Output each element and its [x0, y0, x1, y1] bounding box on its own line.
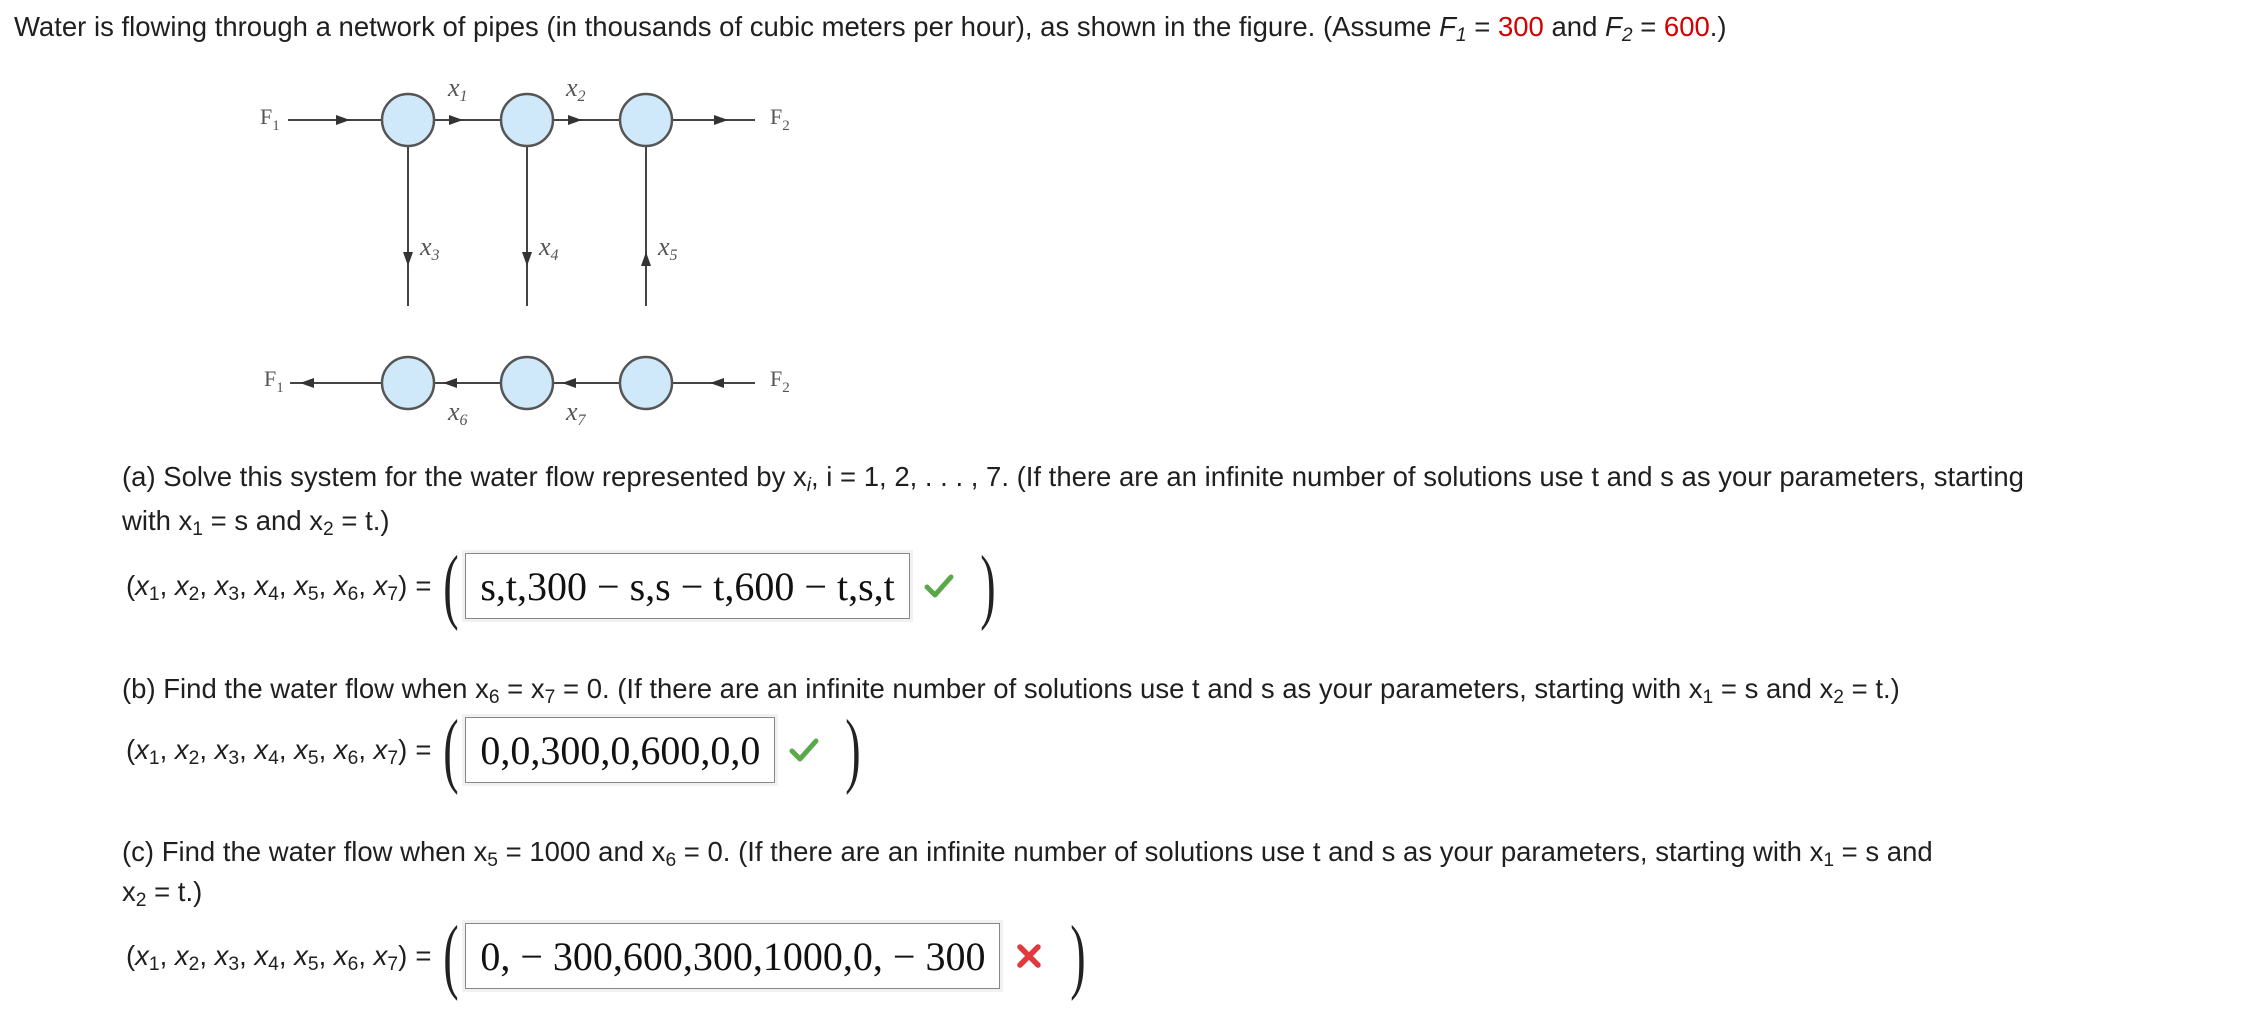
- part-b-question: (b) Find the water flow when $x_6 = x_7 = 0$. (If there are an infinite number of solutions use t and s as your parameters, starting with $x_1 = s$ and $x_2 = t$.): [122, 673, 1900, 708]
- label-x7: x7: [566, 397, 586, 428]
- node-top-1: [382, 94, 434, 146]
- pipe-network-figure: [250, 68, 810, 428]
- part-a-answer-row: ($x_1$, $x_2$, $x_3$, $x_4$, $x_5$, $x_6$, $x_7$) = ( s,t,300 − s,s − t,600 − t,s,t ): [126, 539, 996, 632]
- pipes: [288, 120, 755, 383]
- label-x1: x1: [448, 73, 468, 105]
- check-icon: [787, 733, 821, 767]
- cross-icon: [1012, 939, 1046, 973]
- label-x6: x6: [448, 397, 468, 428]
- part-a-question: (a) Solve this system for the water flow represented by $x_i$, i = 1, 2, . . . , 7. (If there are an infinite number of solutions use t and s as your parameters, starting with $x_1 = s$ and $x_2 = t$.): [122, 461, 2024, 540]
- label-f1-out: $F_1$: [264, 366, 284, 396]
- label-f2-in: $F_2$: [770, 366, 790, 396]
- node-bottom-2: [501, 357, 553, 409]
- tuple-label: ($x_1$, $x_2$, $x_3$, $x_4$, $x_5$, $x_6$, $x_7$): [126, 570, 408, 605]
- node-top-2: [501, 94, 553, 146]
- label-f1-in: $F_1$: [260, 104, 280, 134]
- tuple-label: ($x_1$, $x_2$, $x_3$, $x_4$, $x_5$, $x_6$, $x_7$): [126, 734, 408, 769]
- intro-text: Water is flowing through a network of pipes (in thousands of cubic meters per hour), as shown in the figure. (Assume: [14, 11, 1440, 42]
- part-c-question: (c) Find the water flow when $x_5 = 1000$ and $x_6 = 0$. (If there are an infinite number of solutions use t and s as your parameters, starting with $x_1 = s$ and $x_2 = t$.): [122, 836, 1933, 911]
- problem-statement: Water is flowing through a network of pipes (in thousands of cubic meters per hour), as shown in the figure. (Assume $F_1 = 300$ and $F_2 = 600$.): [14, 11, 1727, 46]
- node-bottom-3: [620, 357, 672, 409]
- node-top-3: [620, 94, 672, 146]
- f1-symbol: $F_1$: [1439, 11, 1467, 46]
- label-x2: x2: [566, 73, 586, 105]
- f2-symbol: $F_2$: [1605, 11, 1633, 46]
- label-x5: x5: [658, 232, 678, 264]
- f2-value: 600: [1663, 11, 1710, 42]
- part-c-answer-field[interactable]: 0, − 300,600,300,1000,0, − 300: [465, 923, 1000, 989]
- part-b-answer-field[interactable]: 0,0,300,0,600,0,0: [465, 717, 775, 783]
- part-c-answer-row: ($x_1$, $x_2$, $x_3$, $x_4$, $x_5$, $x_6$, $x_7$) = ( 0, − 300,600,300,1000,0, − 300 ): [126, 909, 1087, 1002]
- check-icon: [922, 569, 956, 603]
- part-a-answer-field[interactable]: s,t,300 − s,s − t,600 − t,s,t: [465, 553, 909, 619]
- tuple-label: ($x_1$, $x_2$, $x_3$, $x_4$, $x_5$, $x_6$, $x_7$): [126, 940, 408, 975]
- label-x3: x3: [420, 232, 440, 264]
- part-b-answer-row: ($x_1$, $x_2$, $x_3$, $x_4$, $x_5$, $x_6$, $x_7$) = ( 0,0,300,0,600,0,0 ): [126, 703, 862, 796]
- node-bottom-1: [382, 357, 434, 409]
- label-f2-out: $F_2$: [770, 104, 790, 134]
- f1-value: 300: [1497, 11, 1544, 42]
- label-x4: x4: [539, 232, 559, 264]
